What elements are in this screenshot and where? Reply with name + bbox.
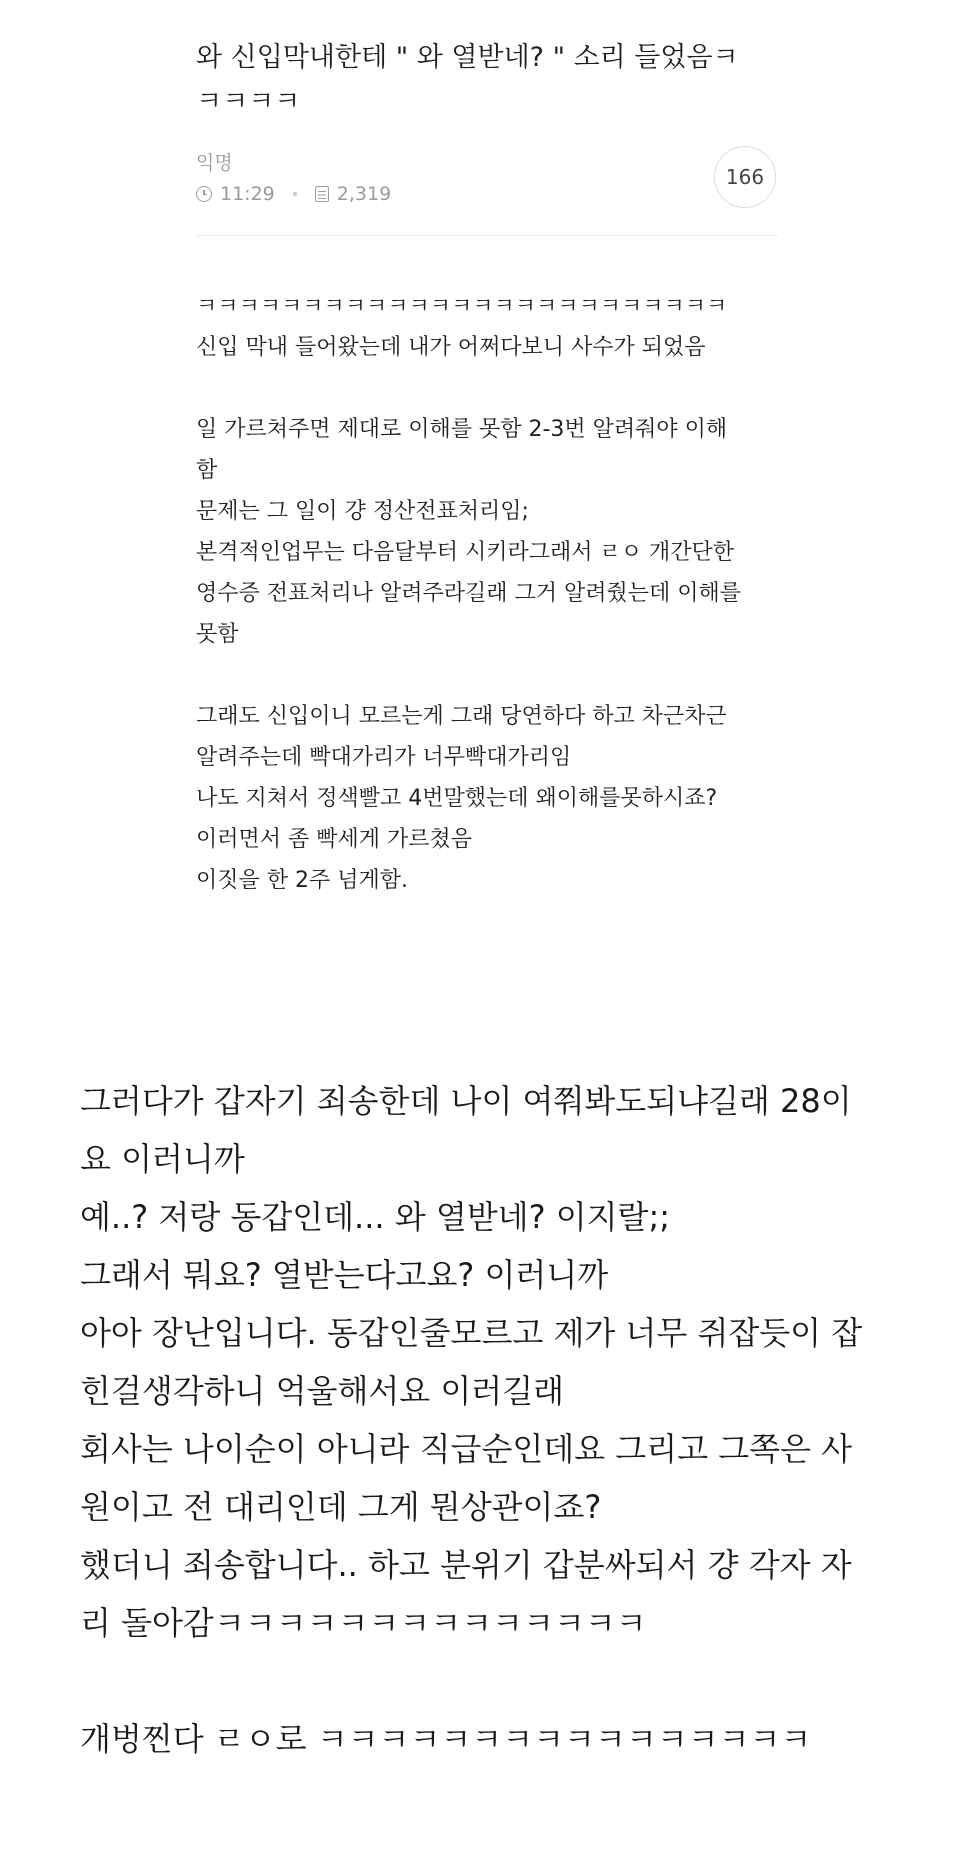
paragraph-gap [196,368,796,409]
body-line: 원이고 전 대리인데 그게 뭔상관이죠? [80,1488,602,1526]
body-line: ㅋㅋㅋㅋㅋㅋㅋㅋㅋㅋㅋㅋㅋㅋㅋㅋㅋㅋㅋㅋㅋㅋㅋㅋㅋ [196,294,728,319]
body-line: 예..? 저랑 동갑인데... 와 열받네? 이지랄;; [80,1198,671,1236]
post-body-small [196,286,796,901]
body-line: 본격적인업무는 다음달부터 시키라그래서 ㄹㅇ 개간단한 [196,540,735,565]
body-line: 알려주는데 빡대가리가 너무빡대가리임 [196,745,572,770]
header-divider [196,235,778,236]
body-line: 그래도 신입이니 모르는게 그래 당연하다 하고 차근차근 [196,704,727,729]
view-count: 2,319 [336,183,392,205]
body-line: 신입 막내 들어왔는데 내가 어쩌다보니 사수가 되었음 [196,335,706,360]
paragraph-gap [80,1652,900,1710]
body-line: 못함 [196,622,239,647]
body-line: 했더니 죄송합니다.. 하고 분위기 갑분싸되서 걍 각자 자 [80,1546,852,1584]
paragraph-gap [196,655,796,696]
author-name[interactable]: 익명 [196,152,233,174]
post-title: 와 신입막내한테 " 와 열받네? " 소리 들었음ㅋ ㅋㅋㅋㅋ [196,42,739,117]
document-icon [315,186,329,202]
body-line: 이러면서 좀 빡세게 가르쳤음 [196,827,473,852]
body-line: 그래서 뭐요? 열받는다고요? 이러니까 [80,1256,609,1294]
separator-dot [293,192,297,196]
post-meta [196,180,391,208]
body-line: 그러다가 갑자기 죄송한데 나이 여쭤봐도되냐길래 28이 [80,1082,852,1120]
body-line: 아아 장난입니다. 동갑인줄모르고 제가 너무 쥐잡듯이 잡 [80,1314,863,1352]
post-time: 11:29 [220,183,275,205]
body-line: 리 돌아감ㅋㅋㅋㅋㅋㅋㅋㅋㅋㅋㅋㅋㅋㅋ [80,1604,647,1642]
body-line: 문제는 그 일이 걍 정산전표처리임; [196,499,529,524]
body-line: 이짓을 한 2주 넘게함. [196,868,408,893]
clock-icon [196,186,212,202]
body-line: 요 이러니까 [80,1140,245,1178]
body-line: 힌걸생각하니 억울해서요 이러길래 [80,1372,565,1410]
body-line: 회사는 나이순이 아니라 직급순인데요 그리고 그쪽은 사 [80,1430,853,1468]
body-line: 나도 지쳐서 정색빨고 4번말했는데 왜이해를못하시죠? [196,786,718,811]
comment-count-button[interactable]: 166 [714,146,776,208]
post-body-large [80,1072,900,1768]
body-line: 개벙찐다 ㄹㅇ로 ㅋㅋㅋㅋㅋㅋㅋㅋㅋㅋㅋㅋㅋㅋㅋㅋ [80,1720,812,1758]
body-line: 일 가르쳐주면 제대로 이해를 못함 2-3번 알려줘야 이해 [196,417,728,442]
body-line: 함 [196,458,218,483]
body-line: 영수증 전표처리나 알려주라길래 그거 알려줬는데 이해를 [196,581,742,606]
